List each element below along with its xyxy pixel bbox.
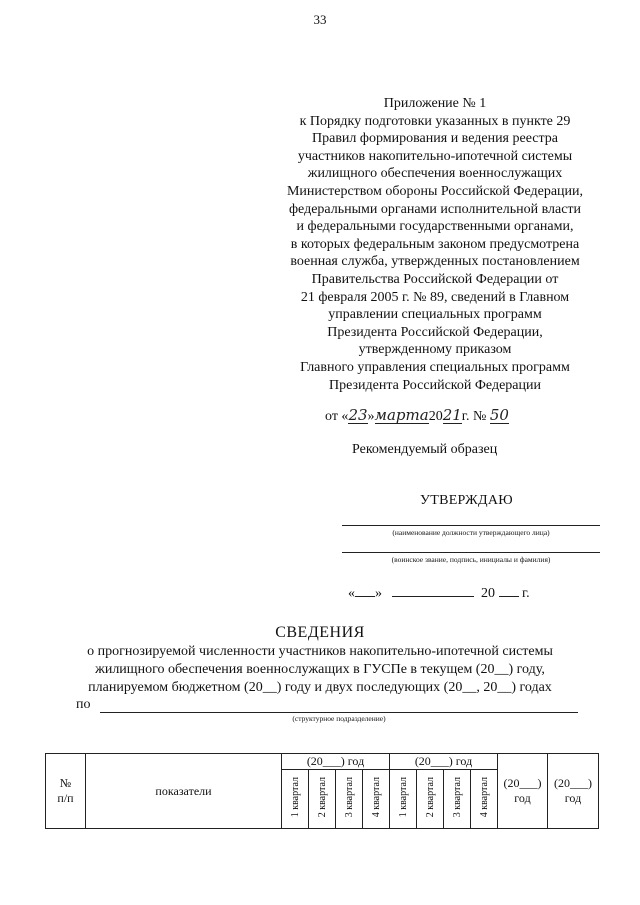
document-title: СВЕДЕНИЯ — [275, 624, 365, 641]
day-blank — [355, 585, 375, 597]
order-prefix: от « — [325, 409, 349, 424]
year-column-header — [548, 754, 599, 829]
quarter-label: 3 квартал — [451, 776, 463, 818]
appendix-line: Президента Российской Федерации — [329, 377, 541, 393]
appendix-line: Правил формирования и ведения реестра — [312, 131, 558, 147]
quarter-header — [363, 770, 390, 829]
appendix-line: 21 февраля 2005 г. № 89, сведений в Главном — [300, 289, 570, 305]
order-mid: » — [367, 409, 375, 424]
order-day-handwritten: 23 — [348, 406, 368, 424]
month-blank — [392, 585, 474, 597]
order-reference — [325, 408, 509, 425]
quarter-label: 1 квартал — [289, 776, 301, 818]
quarter-label: 2 квартал — [316, 776, 328, 818]
signature-line — [342, 552, 600, 553]
appendix-line: участников накопительно-ипотечной системы — [297, 148, 573, 164]
appendix-line: утвержденному приказом — [358, 342, 512, 358]
date-year-prefix: 20 — [481, 586, 495, 601]
date-year-suffix: г. — [522, 586, 530, 601]
order-month-handwritten: марта — [374, 406, 429, 424]
appendix-line: к Порядку подготовки указанных в пункте 29 — [299, 113, 571, 129]
quarter-label: 4 квартал — [370, 776, 382, 818]
document-subtitle — [60, 643, 580, 697]
appendix-line: Приложение № 1 — [383, 96, 487, 111]
appendix-line: управлении специальных программ — [328, 307, 542, 323]
quarter-header — [417, 770, 444, 829]
signature-caption: (воинское звание, подпись, инициалы и фамилия) — [391, 555, 551, 564]
date-open-quote: « — [348, 586, 355, 601]
order-year-handwritten: 21 — [442, 406, 462, 424]
subtitle-line: жилищного обеспечения военнослужащих в ГУСПе в текущем (20__) году, — [95, 662, 545, 677]
appendix-line: жилищного обеспечения военнослужащих — [307, 166, 563, 182]
quarter-header — [444, 770, 471, 829]
year-group-header: (20___) год — [390, 754, 498, 770]
quarter-label: 3 квартал — [343, 776, 355, 818]
page-number: 33 — [313, 12, 327, 27]
num-header-line: п/п — [57, 791, 74, 805]
year-column-header — [498, 754, 548, 829]
subtitle-line: о прогнозируемой численности участников накопительно-ипотечной системы — [87, 644, 553, 659]
quarter-header — [336, 770, 363, 829]
sample-label: Рекомендуемый образец — [352, 442, 498, 457]
num-header — [46, 754, 86, 829]
quarter-header — [471, 770, 498, 829]
department-line — [100, 712, 578, 713]
po-label: по — [76, 697, 91, 712]
approve-title: УТВЕРЖДАЮ — [420, 493, 513, 508]
num-header-line: № — [59, 776, 72, 790]
position-caption: (наименование должности утверждающего лица) — [392, 528, 550, 537]
date-close-quote: » — [375, 586, 382, 601]
quarter-label: 4 квартал — [478, 776, 490, 818]
data-table — [45, 753, 599, 829]
year-group-header: (20___) год — [282, 754, 390, 770]
quarter-label: 1 квартал — [397, 776, 409, 818]
subtitle-line: планируемом бюджетном (20__) году и двух последующих (20__, 20__) годах — [88, 680, 552, 695]
year-header-line: (20___) — [503, 776, 542, 790]
year-blank — [499, 585, 519, 597]
appendix-line: и федеральными государственными органами, — [296, 219, 574, 235]
appendix-line: Президента Российской Федерации, — [327, 324, 543, 340]
year-header-line: год — [514, 791, 531, 805]
department-caption: (структурное подразделение) — [292, 714, 386, 723]
appendix-header — [240, 95, 630, 394]
year-header-line: (20___) — [554, 776, 592, 790]
appendix-line: военная служба, утвержденных постановлением — [290, 254, 580, 270]
quarter-header — [390, 770, 417, 829]
position-line — [342, 525, 600, 526]
appendix-line: Правительства Российской Федерации от — [311, 271, 559, 287]
quarter-header — [309, 770, 336, 829]
approval-date — [348, 585, 530, 602]
quarter-label: 2 квартал — [424, 776, 436, 818]
order-number-handwritten: 50 — [489, 406, 509, 424]
order-year-suffix: г. № — [461, 409, 487, 424]
appendix-line: федеральными органами исполнительной власти — [288, 201, 582, 217]
appendix-line: Министерством обороны Российской Федерации, — [286, 183, 584, 199]
year-header-line: год — [564, 791, 582, 805]
quarter-header — [282, 770, 309, 829]
appendix-line: в которых федеральным законом предусмотрена — [290, 236, 580, 252]
indicators-header: показатели — [86, 754, 282, 829]
appendix-line: Главного управления специальных программ — [300, 359, 570, 375]
order-year-prefix: 20 — [428, 409, 443, 424]
